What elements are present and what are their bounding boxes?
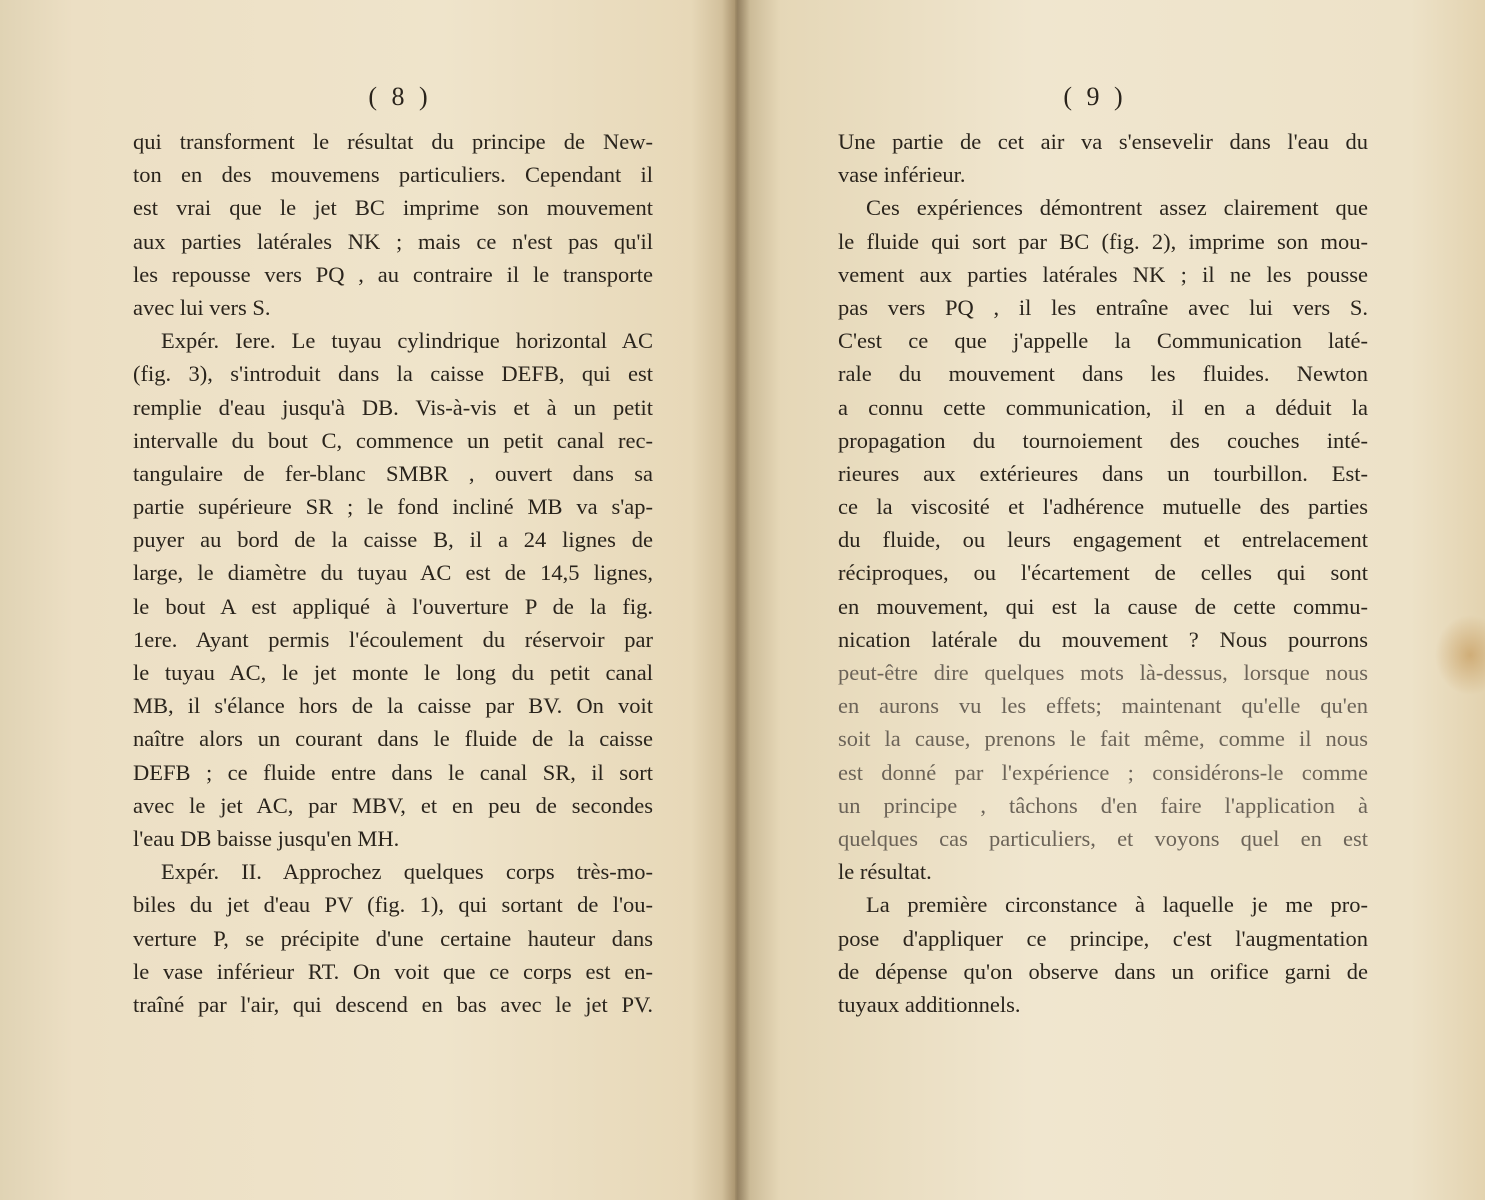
text-line: en aurons vu les effets; maintenant qu'elle qu'en <box>838 693 1368 719</box>
text-line: naître alors un courant dans le fluide de la caisse <box>133 726 653 752</box>
text-line: verture P, se précipite d'une certaine hauteur dans <box>133 925 653 951</box>
text-line: (fig. 3), s'introduit dans la caisse DEFB, qui est <box>133 361 653 387</box>
text-line: intervalle du bout C, commence un petit canal rec- <box>133 427 653 453</box>
text-line: Expér. II. Approchez quelques corps très-mo- <box>161 859 653 885</box>
right-page <box>735 0 1485 1200</box>
page-number: ( 8 ) <box>368 82 432 111</box>
text-line: biles du jet d'eau PV (fig. 1), qui sortant de l'ou- <box>133 892 653 918</box>
text-line: le fluide qui sort par BC (fig. 2), imprime son mou- <box>838 228 1368 254</box>
text-line: puyer au bord de la caisse B, il a 24 lignes de <box>133 527 653 553</box>
text-line: le résultat. <box>838 859 932 885</box>
text-line: traîné par l'air, qui descend en bas avec le jet PV. <box>133 991 653 1017</box>
text-line: La première circonstance à laquelle je me pro- <box>866 892 1368 918</box>
text-line: propagation du tournoiement des couches inté- <box>838 427 1368 453</box>
text-line: C'est ce que j'appelle la Communication laté- <box>838 328 1368 354</box>
page-number: ( 9 ) <box>1063 82 1127 111</box>
text-line: partie supérieure SR ; le fond incliné MB va s'ap- <box>133 494 653 520</box>
text-line: du fluide, ou leurs engagement et entrelacement <box>838 527 1368 553</box>
text-line: avec lui vers S. <box>133 294 271 320</box>
text-line: 1ere. Ayant permis l'écoulement du réservoir par <box>133 626 653 652</box>
text-line: Ces expériences démontrent assez clairement que <box>866 195 1368 221</box>
text-line: tangulaire de fer-blanc SMBR , ouvert dans sa <box>133 460 653 486</box>
text-line: en mouvement, qui est la cause de cette commu- <box>838 593 1368 619</box>
text-line: aux parties latérales NK ; mais ce n'est pas qu'il <box>133 228 653 254</box>
text-line: qui transforment le résultat du principe de New- <box>133 129 653 154</box>
text-line: quelques cas particuliers, et voyons quel en est <box>838 825 1368 851</box>
text-line: rieures aux extérieures dans un tourbillon. Est- <box>838 460 1368 486</box>
left-page <box>0 0 735 1200</box>
text-line: de dépense qu'on observe dans un orifice garni de <box>838 958 1368 984</box>
text-line: le vase inférieur RT. On voit que ce corps est en- <box>133 958 653 984</box>
text-line: nication latérale du mouvement ? Nous pourrons <box>838 626 1368 652</box>
text-line: avec le jet AC, par MBV, et en peu de secondes <box>133 792 653 818</box>
text-line: vement aux parties latérales NK ; il ne les pousse <box>838 261 1368 287</box>
text-line: le tuyau AC, le jet monte le long du petit canal <box>133 660 653 685</box>
text-line: tuyaux additionnels. <box>838 991 1021 1017</box>
text-line: ce la viscosité et l'adhérence mutuelle des parties <box>838 494 1368 520</box>
text-line: vase inférieur. <box>838 162 966 188</box>
text-line: un principe , tâchons d'en faire l'application à <box>838 792 1368 818</box>
text-line: a connu cette communication, il en a déduit la <box>838 394 1368 420</box>
text-line: large, le diamètre du tuyau AC est de 14,5 lignes, <box>133 560 653 586</box>
left-page-text <box>133 125 653 1021</box>
text-line: les repousse vers PQ , au contraire il le transporte <box>133 261 653 287</box>
text-line: pose d'appliquer ce principe, c'est l'augmentation <box>838 925 1368 951</box>
text-line: est donné par l'expérience ; considérons-le comme <box>838 759 1368 785</box>
text-line: DEFB ; ce fluide entre dans le canal SR, il sort <box>133 759 653 785</box>
text-line: ton en des mouvemens particuliers. Cependant il <box>133 162 653 188</box>
text-line: peut-être dire quelques mots là-dessus, lorsque nous <box>838 660 1368 685</box>
text-line: le bout A est appliqué à l'ouverture P de la fig. <box>133 593 653 619</box>
right-page-text <box>838 125 1368 1021</box>
text-line: remplie d'eau jusqu'à DB. Vis-à-vis et à un petit <box>133 394 653 420</box>
foxing-stain <box>1435 615 1485 695</box>
text-line: est vrai que le jet BC imprime son mouvement <box>133 195 653 221</box>
text-line: Expér. Iere. Le tuyau cylindrique horizontal AC <box>161 328 653 354</box>
text-line: réciproques, ou l'écartement de celles qui sont <box>838 560 1368 586</box>
text-line: soit la cause, prenons le fait même, comme il nous <box>838 726 1368 752</box>
text-line: l'eau DB baisse jusqu'en MH. <box>133 825 400 851</box>
text-line: rale du mouvement dans les fluides. Newton <box>838 361 1368 387</box>
text-line: pas vers PQ , il les entraîne avec lui vers S. <box>838 294 1368 320</box>
text-line: MB, il s'élance hors de la caisse par BV. On voit <box>133 693 653 719</box>
text-line: Une partie de cet air va s'ensevelir dans l'eau du <box>838 129 1368 154</box>
book-gutter <box>722 0 750 1200</box>
